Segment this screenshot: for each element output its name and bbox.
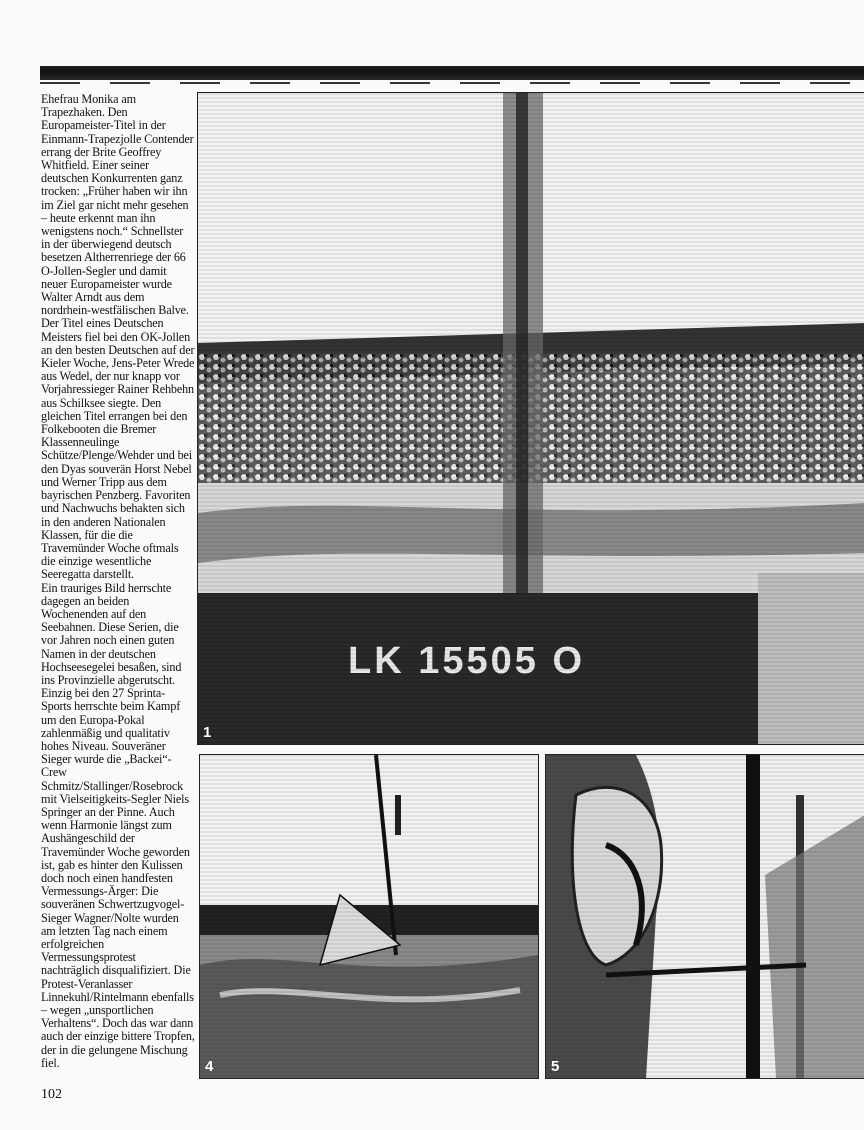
article-paragraph-2: Ein trauriges Bild herrschte dagegen an beiden Wochenenden auf den Seebahnen. Diese Serien, die vor Jahren noch einen guten Namen in der deutschen Hochseesegelei besaßen, sind ins Provinzielle abgerutscht. Einzig bei den 27 Sprinta-Sports herrschte beim Kampf um den Europa-Pokal zahlenmäßig und qualitativ hohes Niveau. Souveräner Sieger wurde die „Backei“-Crew Schmitz/Stallinger/Rosebrock mit Vielseitigkeits-Segler Niels Springer an der Pinne. Auch wenn Harmonie längst zum Aushängeschild der Travemünder Woche geworden ist, gab es hinter den Kulissen doch noch einen handfesten Vermessungs-Ärger: Die souveränen Schwertzugvogel-Sieger Wagner/Nolte wurden am letzten Tag nach einem erfolgreichen Vermessungsprotest nachträglich disqualifiziert. Die Protest-Veranlasser Linnekuhl/Rintelmann ebenfalls – wegen „unsportlichen Verhaltens“. Doch das war dann auch der einzige bittere Tropfen, der in die gelungene Mischung fiel. [41, 580, 195, 1070]
photo-4-dinghy [199, 754, 539, 1079]
photo-4-image [200, 755, 538, 1078]
photo-label-5: 5 [551, 1058, 560, 1075]
article-column [41, 93, 195, 1070]
photo-5-image [546, 755, 864, 1078]
photo-label-4: 4 [205, 1058, 214, 1075]
photo-1-sailboat-hull [197, 92, 864, 745]
photo-5-sailor-portrait [545, 754, 864, 1079]
page-number: 102 [41, 1087, 62, 1102]
article-paragraph-1: Ehefrau Monika am Trapezhaken. Den Europameister-Titel in der Einmann-Trapezjolle Contender errang der Brite Geoffrey Whitfield. Einer seiner deutschen Konkurrenten ganz trocken: „Früher haben wir ihn im Ziel gar nicht mehr gesehen – heute erkennt man ihn wenigstens noch.“ Schnellster in der überwiegend deutsch besetzen Altherrenriege der 66 O-Jollen-Segler und damit neuer Europameister wurde Walter Arndt aus dem nordrhein-westfälischen Balve. Der Titel eines Deutschen Meisters fiel bei den OK-Jollen an den besten Deutschen auf der Kieler Woche, Jens-Peter Wrede aus Wedel, der nur knapp vor Vorjahressieger Rainer Rehbehn aus Schilksee siegte. Den gleichen Titel errangen bei den Folkebooten die Bremer Klassenneulinge Schütze/Plenge/Wehder und bei den Dyas souverän Horst Nebel und Werner Tripp aus dem bayrischen Penzberg. Favoriten und Nachwuchs behakten sich in den anderen Nationalen Klassen, für die die Travemünder Woche oftmals die einzige wesentliche Seeregatta darstellt. [41, 92, 195, 582]
photo-label-1: 1 [203, 724, 212, 741]
photo-1-image [198, 93, 864, 744]
header-rule [40, 66, 864, 80]
